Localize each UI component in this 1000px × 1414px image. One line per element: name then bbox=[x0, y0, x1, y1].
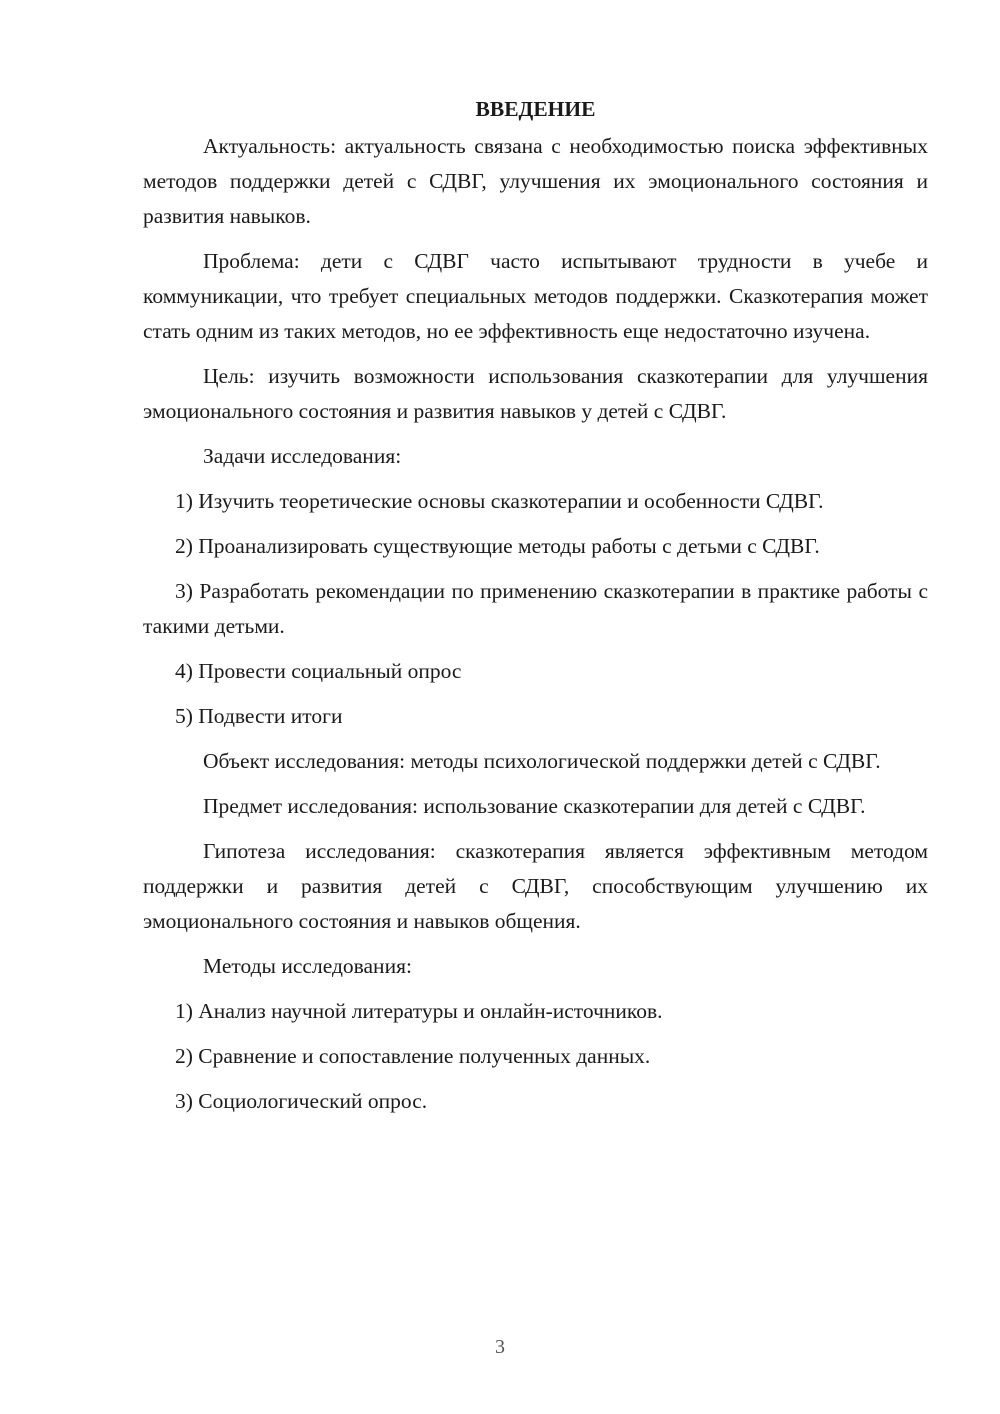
task-item: 3) Разработать рекомендации по применению сказкотерапии в практике работы с такими детьми. bbox=[143, 579, 928, 638]
task-item: 4) Провести социальный опрос bbox=[175, 659, 462, 683]
tasks-heading: Задачи исследования: bbox=[203, 444, 402, 468]
task-item: 1) Изучить теоретические основы сказкотерапии и особенности СДВГ. bbox=[175, 489, 824, 513]
subject-paragraph: Предмет исследования: использование сказкотерапии для детей с СДВГ. bbox=[203, 794, 866, 818]
goal-paragraph: Цель: изучить возможности использования сказкотерапии для улучшения эмоционального состояния и развития навыков у детей с СДВГ. bbox=[143, 364, 928, 423]
object-paragraph: Объект исследования: методы психологической поддержки детей с СДВГ. bbox=[203, 749, 881, 773]
task-item: 5) Подвести итоги bbox=[175, 704, 343, 728]
relevance-paragraph: Актуальность: актуальность связана с необходимостью поиска эффективных методов поддержки детей с СДВГ, улучшения их эмоционального состояния и развития навыков. bbox=[143, 134, 928, 228]
method-item: 2) Сравнение и сопоставление полученных данных. bbox=[175, 1044, 651, 1068]
method-item: 3) Социологический опрос. bbox=[175, 1089, 428, 1113]
method-item: 1) Анализ научной литературы и онлайн-источников. bbox=[175, 999, 663, 1023]
hypothesis-paragraph: Гипотеза исследования: сказкотерапия является эффективным методом поддержки и развития детей с СДВГ, способствующим улучшению их эмоционального состояния и навыков общения. bbox=[143, 839, 928, 933]
problem-paragraph: Проблема: дети с СДВГ часто испытывают трудности в учебе и коммуникации, что требует специальных методов поддержки. Сказкотерапия может стать одним из таких методов, но ее эффективность еще недостаточно изучена. bbox=[143, 249, 928, 343]
page-content bbox=[143, 92, 928, 1129]
methods-heading: Методы исследования: bbox=[203, 954, 412, 978]
task-item: 2) Проанализировать существующие методы работы с детьми с СДВГ. bbox=[175, 534, 820, 558]
page-title: ВВЕДЕНИЕ bbox=[475, 97, 596, 121]
page-number: 3 bbox=[495, 1336, 505, 1358]
